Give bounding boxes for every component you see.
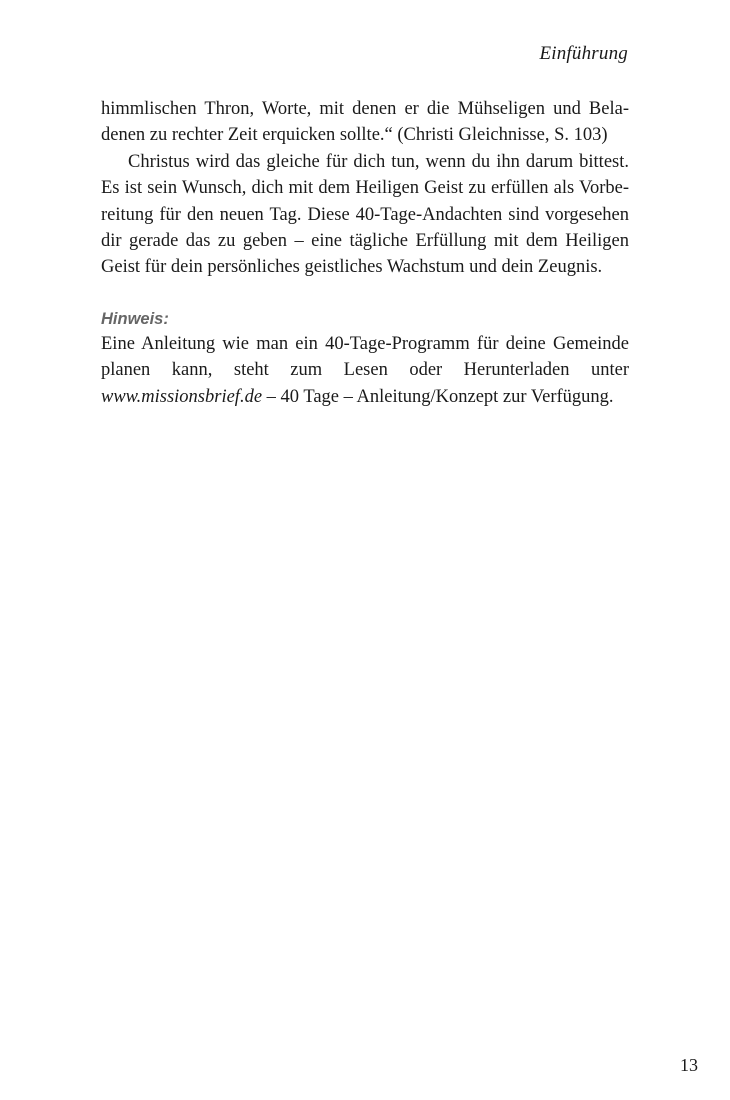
paragraph: Christus wird das gleiche für dich tun, wenn du ihn darum bittest. Es ist sein Wunsch, dich mit dem Heiligen Geist zu erfüllen als Vorbereitung für den neuen Tag. Diese 40-Tage-Andachten sind vorgesehen dir gerade das zu geben – eine tägliche Erfüllung mit dem Heiligen Geist für dein persönliches geistliches Wachstum und dein Zeugnis. xyxy=(101,151,629,278)
running-header: Einführung xyxy=(539,43,628,64)
website-link[interactable]: www.missionsbrief.de xyxy=(101,386,263,407)
body-text xyxy=(101,96,629,410)
note-heading: Hinweis: xyxy=(101,309,169,328)
note-text xyxy=(101,331,629,410)
paragraph-continued: himmlischen Thron, Worte, mit denen er die Mühseligen und Beladenen zu rechter Zeit erquicken sollte.“ (Christi Gleichnisse, S. 103) xyxy=(101,99,629,146)
note-text-start: Eine Anleitung wie man ein 40-Tage-Programm für deine Gemeinde planen kann, steht zum Lesen oder Herunterladen unter xyxy=(101,333,629,381)
page-number: 13 xyxy=(680,1055,698,1075)
note-text-end: – 40 Tage – Anleitung/Konzept zur Verfügung. xyxy=(262,386,614,407)
